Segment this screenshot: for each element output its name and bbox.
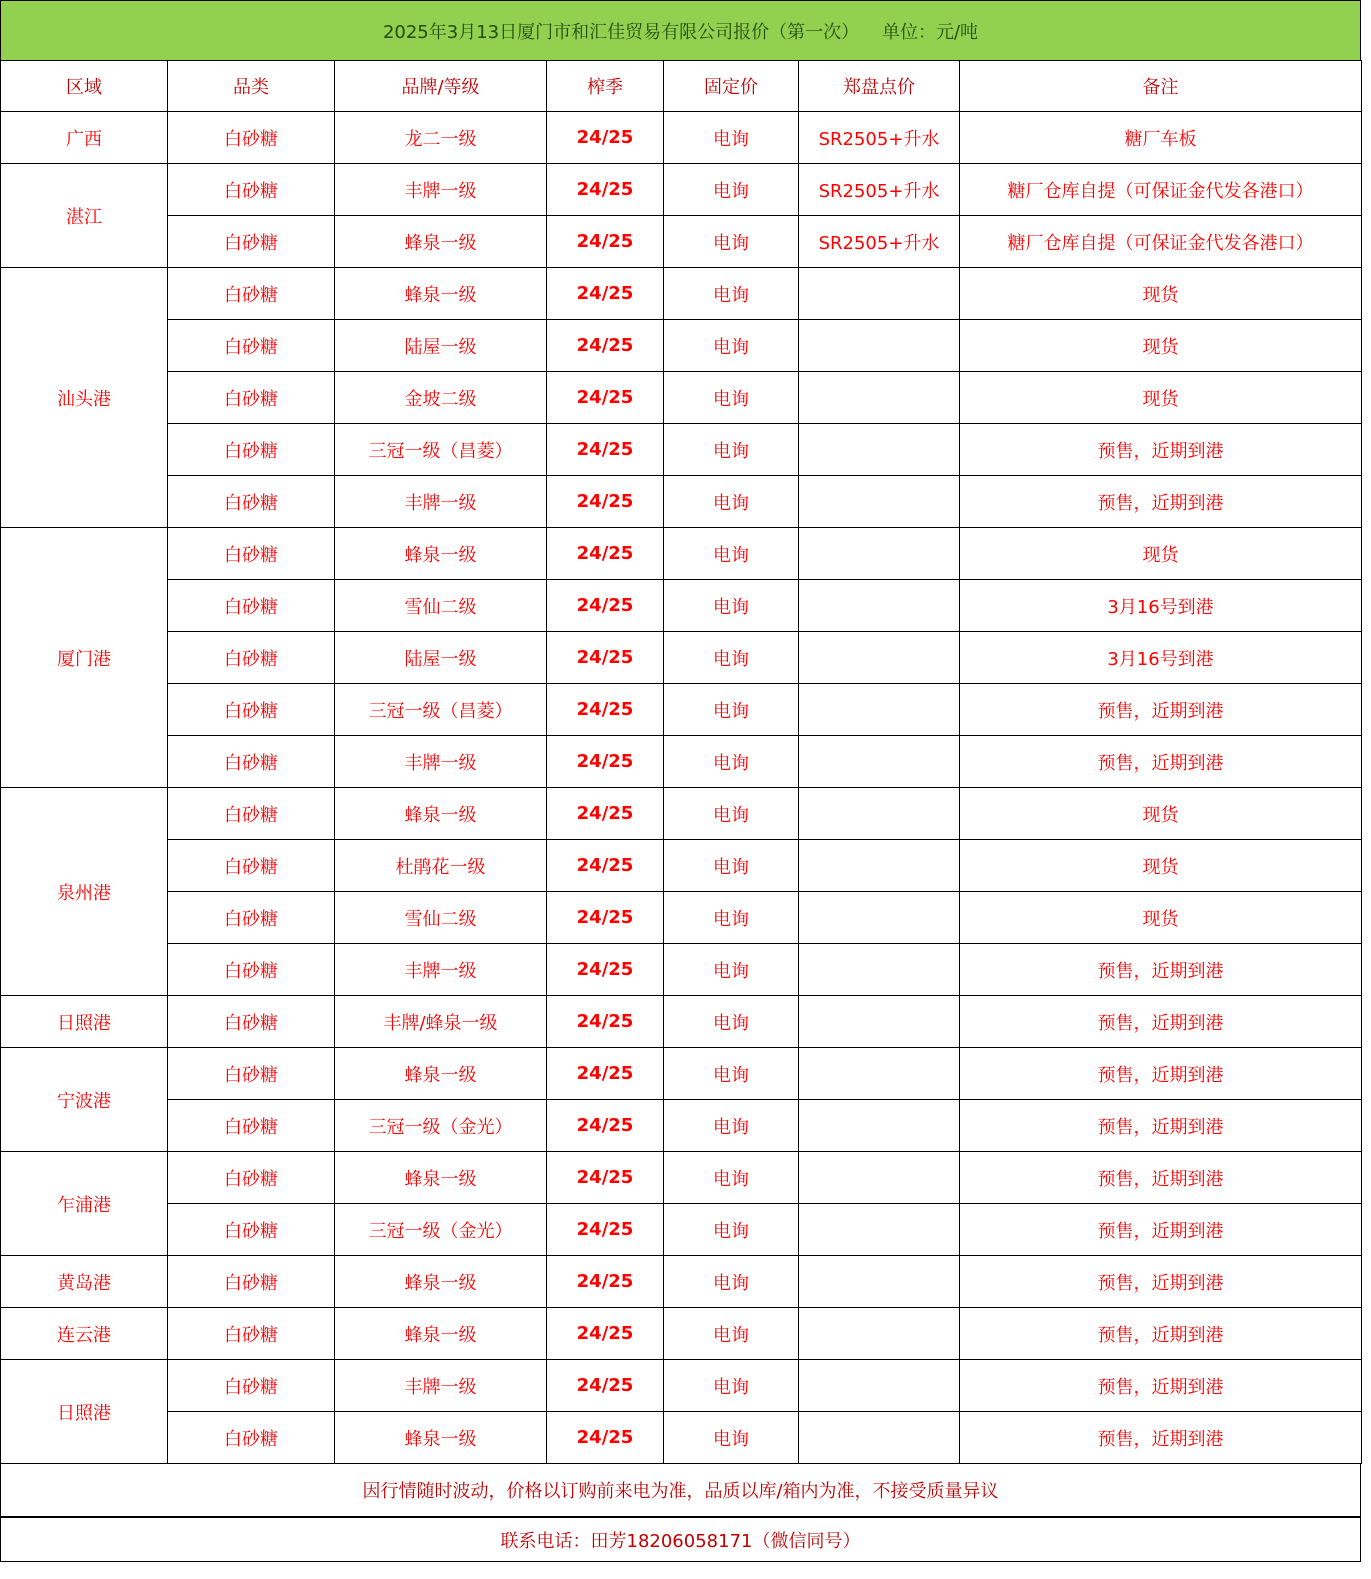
cell-fixed-price: 电询 <box>664 268 799 320</box>
cell-fixed-price: 电询 <box>664 216 799 268</box>
cell-brand: 陆屋一级 <box>335 632 547 684</box>
cell-brand: 丰牌一级 <box>335 944 547 996</box>
cell-brand: 丰牌一级 <box>335 736 547 788</box>
cell-season: 24/25 <box>547 788 664 840</box>
table-row <box>1 320 1362 372</box>
cell-zheng-price <box>799 632 960 684</box>
cell-region: 汕头港 <box>1 268 168 528</box>
cell-fixed-price: 电询 <box>664 892 799 944</box>
cell-brand: 陆屋一级 <box>335 320 547 372</box>
cell-category: 白砂糖 <box>168 1412 335 1464</box>
cell-zheng-price <box>799 372 960 424</box>
cell-fixed-price: 电询 <box>664 1360 799 1412</box>
cell-category: 白砂糖 <box>168 372 335 424</box>
cell-region: 广西 <box>1 112 168 164</box>
cell-category: 白砂糖 <box>168 1048 335 1100</box>
cell-brand: 蜂泉一级 <box>335 1412 547 1464</box>
cell-season: 24/25 <box>547 840 664 892</box>
cell-season: 24/25 <box>547 1308 664 1360</box>
cell-season: 24/25 <box>547 164 664 216</box>
cell-season: 24/25 <box>547 684 664 736</box>
cell-brand: 雪仙二级 <box>335 892 547 944</box>
cell-note: 现货 <box>960 528 1362 580</box>
cell-zheng-price <box>799 1412 960 1464</box>
table-row <box>1 1256 1362 1308</box>
cell-category: 白砂糖 <box>168 1360 335 1412</box>
cell-brand: 丰牌一级 <box>335 476 547 528</box>
cell-season: 24/25 <box>547 424 664 476</box>
cell-region: 日照港 <box>1 1360 168 1464</box>
cell-zheng-price <box>799 944 960 996</box>
cell-note: 预售，近期到港 <box>960 1308 1362 1360</box>
cell-season: 24/25 <box>547 944 664 996</box>
cell-note: 现货 <box>960 268 1362 320</box>
cell-zheng-price <box>799 996 960 1048</box>
cell-zheng-price: SR2505+升水 <box>799 112 960 164</box>
page-title: 2025年3月13日厦门市和汇佳贸易有限公司报价（第一次） 单位：元/吨 <box>0 0 1361 60</box>
table-row <box>1 268 1362 320</box>
table-row <box>1 1152 1362 1204</box>
cell-fixed-price: 电询 <box>664 788 799 840</box>
column-header-category: 品类 <box>168 61 335 112</box>
cell-zheng-price <box>799 268 960 320</box>
cell-fixed-price: 电询 <box>664 632 799 684</box>
cell-zheng-price <box>799 476 960 528</box>
table-row <box>1 372 1362 424</box>
cell-fixed-price: 电询 <box>664 528 799 580</box>
cell-brand: 丰牌/蜂泉一级 <box>335 996 547 1048</box>
cell-category: 白砂糖 <box>168 320 335 372</box>
cell-note: 3月16号到港 <box>960 632 1362 684</box>
cell-season: 24/25 <box>547 892 664 944</box>
cell-fixed-price: 电询 <box>664 840 799 892</box>
cell-note: 预售，近期到港 <box>960 944 1362 996</box>
cell-season: 24/25 <box>547 1256 664 1308</box>
cell-brand: 蜂泉一级 <box>335 216 547 268</box>
cell-note: 预售，近期到港 <box>960 476 1362 528</box>
cell-fixed-price: 电询 <box>664 1100 799 1152</box>
cell-zheng-price <box>799 1048 960 1100</box>
table-row <box>1 1360 1362 1412</box>
cell-season: 24/25 <box>547 1360 664 1412</box>
cell-zheng-price <box>799 320 960 372</box>
cell-season: 24/25 <box>547 112 664 164</box>
cell-brand: 蜂泉一级 <box>335 528 547 580</box>
cell-season: 24/25 <box>547 372 664 424</box>
cell-note: 预售，近期到港 <box>960 1100 1362 1152</box>
cell-brand: 蜂泉一级 <box>335 1152 547 1204</box>
table-row <box>1 1100 1362 1152</box>
table-row <box>1 736 1362 788</box>
table-row <box>1 632 1362 684</box>
table-row <box>1 996 1362 1048</box>
table-row <box>1 1204 1362 1256</box>
cell-note: 预售，近期到港 <box>960 1204 1362 1256</box>
cell-category: 白砂糖 <box>168 736 335 788</box>
cell-zheng-price <box>799 788 960 840</box>
cell-zheng-price <box>799 528 960 580</box>
footer-contact: 联系电话：田芳18206058171（微信同号） <box>0 1517 1361 1562</box>
cell-season: 24/25 <box>547 996 664 1048</box>
column-header-season: 榨季 <box>547 61 664 112</box>
table-row <box>1 216 1362 268</box>
cell-note: 现货 <box>960 320 1362 372</box>
cell-season: 24/25 <box>547 216 664 268</box>
cell-fixed-price: 电询 <box>664 164 799 216</box>
table-row <box>1 892 1362 944</box>
cell-category: 白砂糖 <box>168 1256 335 1308</box>
cell-fixed-price: 电询 <box>664 1308 799 1360</box>
cell-note: 预售，近期到港 <box>960 1360 1362 1412</box>
cell-note: 预售，近期到港 <box>960 1152 1362 1204</box>
cell-category: 白砂糖 <box>168 1308 335 1360</box>
cell-zheng-price <box>799 684 960 736</box>
cell-note: 现货 <box>960 840 1362 892</box>
cell-note: 3月16号到港 <box>960 580 1362 632</box>
table-body <box>1 112 1362 1464</box>
cell-zheng-price <box>799 1204 960 1256</box>
cell-category: 白砂糖 <box>168 580 335 632</box>
cell-season: 24/25 <box>547 1152 664 1204</box>
cell-zheng-price <box>799 424 960 476</box>
cell-note: 糖厂仓库自提（可保证金代发各港口） <box>960 216 1362 268</box>
cell-region: 厦门港 <box>1 528 168 788</box>
cell-season: 24/25 <box>547 476 664 528</box>
cell-category: 白砂糖 <box>168 164 335 216</box>
column-header-region: 区域 <box>1 61 168 112</box>
cell-category: 白砂糖 <box>168 424 335 476</box>
cell-season: 24/25 <box>547 632 664 684</box>
cell-fixed-price: 电询 <box>664 944 799 996</box>
cell-region: 湛江 <box>1 164 168 268</box>
price-table <box>0 60 1362 1464</box>
header-row <box>1 61 1362 112</box>
cell-fixed-price: 电询 <box>664 112 799 164</box>
cell-category: 白砂糖 <box>168 632 335 684</box>
cell-zheng-price <box>799 892 960 944</box>
table-row <box>1 164 1362 216</box>
cell-fixed-price: 电询 <box>664 372 799 424</box>
cell-region: 连云港 <box>1 1308 168 1360</box>
cell-brand: 蜂泉一级 <box>335 1256 547 1308</box>
cell-brand: 雪仙二级 <box>335 580 547 632</box>
cell-zheng-price <box>799 1100 960 1152</box>
cell-category: 白砂糖 <box>168 840 335 892</box>
cell-category: 白砂糖 <box>168 528 335 580</box>
cell-zheng-price <box>799 580 960 632</box>
cell-note: 现货 <box>960 892 1362 944</box>
cell-note: 预售，近期到港 <box>960 424 1362 476</box>
cell-season: 24/25 <box>547 1412 664 1464</box>
table-row <box>1 684 1362 736</box>
cell-category: 白砂糖 <box>168 1100 335 1152</box>
cell-region: 黄岛港 <box>1 1256 168 1308</box>
cell-brand: 丰牌一级 <box>335 164 547 216</box>
cell-brand: 蜂泉一级 <box>335 268 547 320</box>
cell-fixed-price: 电询 <box>664 1204 799 1256</box>
cell-season: 24/25 <box>547 580 664 632</box>
cell-note: 糖厂车板 <box>960 112 1362 164</box>
cell-fixed-price: 电询 <box>664 1048 799 1100</box>
table-row <box>1 1412 1362 1464</box>
cell-note: 预售，近期到港 <box>960 1412 1362 1464</box>
cell-brand: 金坡二级 <box>335 372 547 424</box>
cell-note: 现货 <box>960 788 1362 840</box>
table-row <box>1 476 1362 528</box>
cell-region: 宁波港 <box>1 1048 168 1152</box>
cell-fixed-price: 电询 <box>664 320 799 372</box>
cell-season: 24/25 <box>547 1048 664 1100</box>
cell-zheng-price: SR2505+升水 <box>799 216 960 268</box>
column-header-note: 备注 <box>960 61 1362 112</box>
cell-fixed-price: 电询 <box>664 736 799 788</box>
cell-fixed-price: 电询 <box>664 580 799 632</box>
cell-category: 白砂糖 <box>168 892 335 944</box>
cell-season: 24/25 <box>547 1100 664 1152</box>
cell-season: 24/25 <box>547 1204 664 1256</box>
table-row <box>1 424 1362 476</box>
table-row <box>1 1308 1362 1360</box>
cell-category: 白砂糖 <box>168 944 335 996</box>
cell-brand: 蜂泉一级 <box>335 788 547 840</box>
column-header-fixed-price: 固定价 <box>664 61 799 112</box>
cell-note: 预售，近期到港 <box>960 736 1362 788</box>
table-row <box>1 528 1362 580</box>
cell-note: 糖厂仓库自提（可保证金代发各港口） <box>960 164 1362 216</box>
table-row <box>1 944 1362 996</box>
cell-category: 白砂糖 <box>168 1152 335 1204</box>
cell-fixed-price: 电询 <box>664 476 799 528</box>
cell-fixed-price: 电询 <box>664 1152 799 1204</box>
cell-category: 白砂糖 <box>168 788 335 840</box>
cell-brand: 龙二一级 <box>335 112 547 164</box>
cell-fixed-price: 电询 <box>664 996 799 1048</box>
footer-note: 因行情随时波动，价格以订购前来电为准，品质以库/箱内为准，不接受质量异议 <box>0 1464 1361 1517</box>
cell-brand: 三冠一级（金光） <box>335 1100 547 1152</box>
cell-zheng-price <box>799 1256 960 1308</box>
cell-brand: 三冠一级（昌菱） <box>335 684 547 736</box>
cell-note: 现货 <box>960 372 1362 424</box>
cell-zheng-price <box>799 1360 960 1412</box>
cell-brand: 杜鹃花一级 <box>335 840 547 892</box>
cell-season: 24/25 <box>547 268 664 320</box>
table-row <box>1 788 1362 840</box>
cell-zheng-price <box>799 736 960 788</box>
cell-fixed-price: 电询 <box>664 1412 799 1464</box>
cell-fixed-price: 电询 <box>664 1256 799 1308</box>
cell-season: 24/25 <box>547 528 664 580</box>
cell-category: 白砂糖 <box>168 268 335 320</box>
cell-note: 预售，近期到港 <box>960 996 1362 1048</box>
cell-zheng-price: SR2505+升水 <box>799 164 960 216</box>
cell-note: 预售，近期到港 <box>960 1048 1362 1100</box>
cell-brand: 蜂泉一级 <box>335 1308 547 1360</box>
cell-brand: 丰牌一级 <box>335 1360 547 1412</box>
cell-category: 白砂糖 <box>168 216 335 268</box>
column-header-brand: 品牌/等级 <box>335 61 547 112</box>
table-row <box>1 840 1362 892</box>
cell-region: 乍浦港 <box>1 1152 168 1256</box>
table-row <box>1 112 1362 164</box>
cell-note: 预售，近期到港 <box>960 1256 1362 1308</box>
cell-fixed-price: 电询 <box>664 424 799 476</box>
cell-zheng-price <box>799 1152 960 1204</box>
table-row <box>1 580 1362 632</box>
table-row <box>1 1048 1362 1100</box>
cell-zheng-price <box>799 840 960 892</box>
cell-season: 24/25 <box>547 320 664 372</box>
cell-category: 白砂糖 <box>168 112 335 164</box>
cell-region: 日照港 <box>1 996 168 1048</box>
cell-season: 24/25 <box>547 736 664 788</box>
column-header-zheng-price: 郑盘点价 <box>799 61 960 112</box>
cell-category: 白砂糖 <box>168 996 335 1048</box>
cell-brand: 三冠一级（昌菱） <box>335 424 547 476</box>
cell-category: 白砂糖 <box>168 684 335 736</box>
cell-brand: 蜂泉一级 <box>335 1048 547 1100</box>
cell-zheng-price <box>799 1308 960 1360</box>
cell-fixed-price: 电询 <box>664 684 799 736</box>
cell-brand: 三冠一级（金光） <box>335 1204 547 1256</box>
cell-note: 预售，近期到港 <box>960 684 1362 736</box>
cell-region: 泉州港 <box>1 788 168 996</box>
cell-category: 白砂糖 <box>168 1204 335 1256</box>
cell-category: 白砂糖 <box>168 476 335 528</box>
